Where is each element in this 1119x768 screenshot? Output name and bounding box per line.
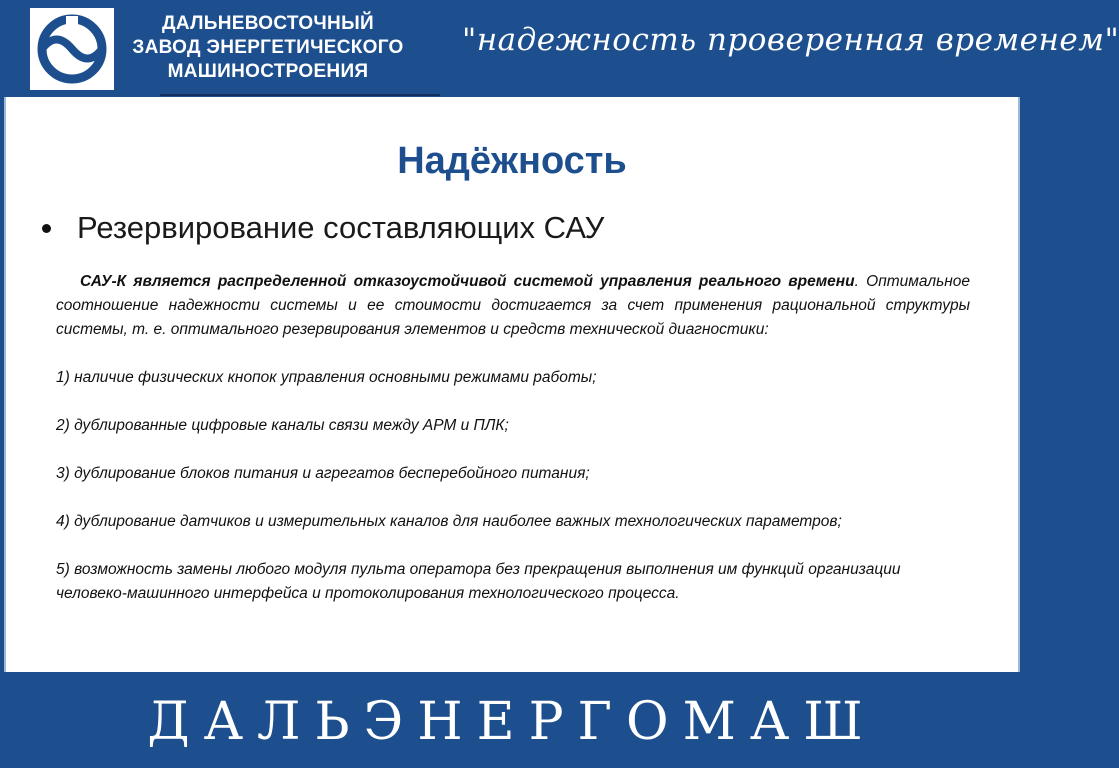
list-item: 4) дублирование датчиков и измерительных каналов для наиболее важных технологических параметров; [56,513,842,530]
header-divider [160,94,440,96]
list-item: 5) возможность замены любого модуля пульта оператора без прекращения выполнения им функций организации человеко-машинного интерфейса и протоколирования технологического процесса. [56,561,901,602]
intro-bold-text: САУ-К является распределенной отказоустойчивой системой управления реального времени [80,273,855,290]
slogan: "надежность проверенная временем" [462,22,1119,58]
bullet-dot-icon [42,224,51,233]
slide-title: Надёжность [397,140,627,182]
company-logo [30,8,114,90]
list-item: 3) дублирование блоков питания и агрегатов бесперебойного питания; [56,465,590,482]
footer-banner [0,672,1024,768]
intro-rest-text: . Оптимальное соотношение надежности системы и ее стоимости достигается за счет применения рациональной структуры системы, т. е. оптимального резервирования элементов и средств технической диагностики: [56,273,970,338]
bullet-item [42,206,604,250]
company-name-line: ЗАВОД ЭНЕРГЕТИЧЕСКОГО [132,37,404,58]
company-name-line: ДАЛЬНЕВОСТОЧНЫЙ [162,13,374,34]
company-name [118,12,418,84]
company-logo-icon [30,8,114,90]
header-banner [0,0,1119,96]
intro-paragraph [56,270,970,342]
body-text [56,270,970,630]
list-item: 1) наличие физических кнопок управления основными режимами работы; [56,369,597,386]
company-name-line: МАШИНОСТРОЕНИЯ [167,61,369,82]
list-item: 2) дублированные цифровые каналы связи между АРМ и ПЛК; [56,417,509,434]
footer-brand: ДАЛЬЭНЕРГОМАШ [147,692,877,752]
bullet-text: Резервирование составляющих САУ [77,210,605,245]
